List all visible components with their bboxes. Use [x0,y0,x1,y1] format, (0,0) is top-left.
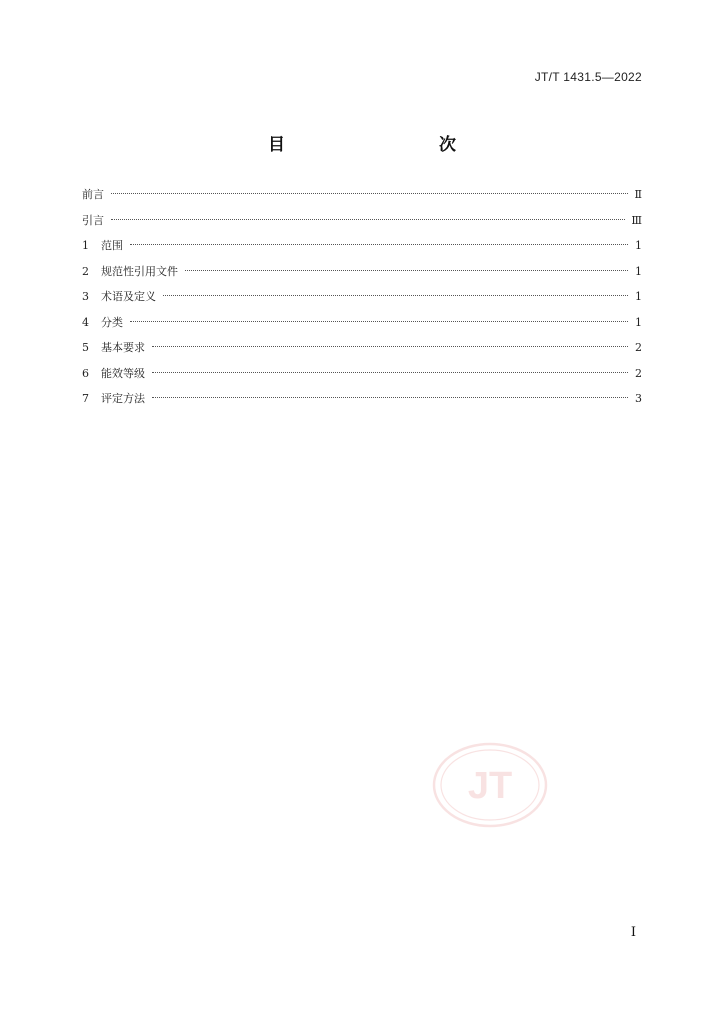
page-number: I [630,925,636,940]
toc-entry-page: 1 [635,239,642,252]
dot-leader [111,219,625,220]
toc-entry-label: 基本要求 [101,341,145,354]
watermark-text: JT [467,765,513,807]
dot-leader [111,193,628,194]
toc-entry-page: 2 [635,341,642,354]
toc-entry-introduction[interactable] [82,212,642,238]
toc-entry-classification[interactable] [82,314,642,340]
toc-entry-energy-efficiency-grades[interactable] [82,365,642,391]
toc-entry-number: 6 [82,366,89,380]
dot-leader [163,295,628,296]
dot-leader [130,321,628,322]
toc-entry-page: Ⅲ [631,213,642,227]
toc-entry-normative-references[interactable] [82,263,642,289]
toc-entry-page: 1 [635,290,642,303]
toc-entry-label: 前言 [82,188,104,201]
toc-entry-number: 2 [82,264,89,278]
toc-entry-number: 4 [82,315,89,329]
toc-entry-page: 1 [635,315,642,329]
toc-entry-label: 评定方法 [101,392,145,405]
toc-entry-scope[interactable] [82,237,642,263]
toc-entry-number: 3 [82,290,89,303]
toc-entry-evaluation-methods[interactable] [82,390,642,416]
standard-code: JT/T 1431.5—2022 [534,70,642,84]
dot-leader [152,397,628,398]
dot-leader [152,346,628,347]
toc-entry-page: Ⅱ [634,188,642,201]
toc-entry-number: 1 [82,239,89,252]
page-title: 目 次 [268,135,496,155]
table-of-contents [82,186,642,416]
jt-watermark-logo [432,742,548,828]
toc-entry-preface[interactable] [82,186,642,212]
toc-entry-label: 规范性引用文件 [101,264,178,278]
toc-entry-label: 范围 [101,239,123,252]
dot-leader [152,372,628,373]
toc-entry-label: 术语及定义 [101,290,156,303]
toc-entry-label: 引言 [82,213,104,227]
toc-entry-terms-definitions[interactable] [82,288,642,314]
toc-entry-number: 5 [82,341,89,354]
dot-leader [185,270,628,271]
toc-entry-label: 分类 [101,315,123,329]
toc-entry-page: 3 [635,392,642,405]
toc-entry-page: 2 [635,366,642,380]
toc-entry-page: 1 [635,264,642,278]
toc-entry-label: 能效等级 [101,366,145,380]
toc-entry-number: 7 [82,392,89,405]
toc-entry-basic-requirements[interactable] [82,339,642,365]
dot-leader [130,244,628,245]
